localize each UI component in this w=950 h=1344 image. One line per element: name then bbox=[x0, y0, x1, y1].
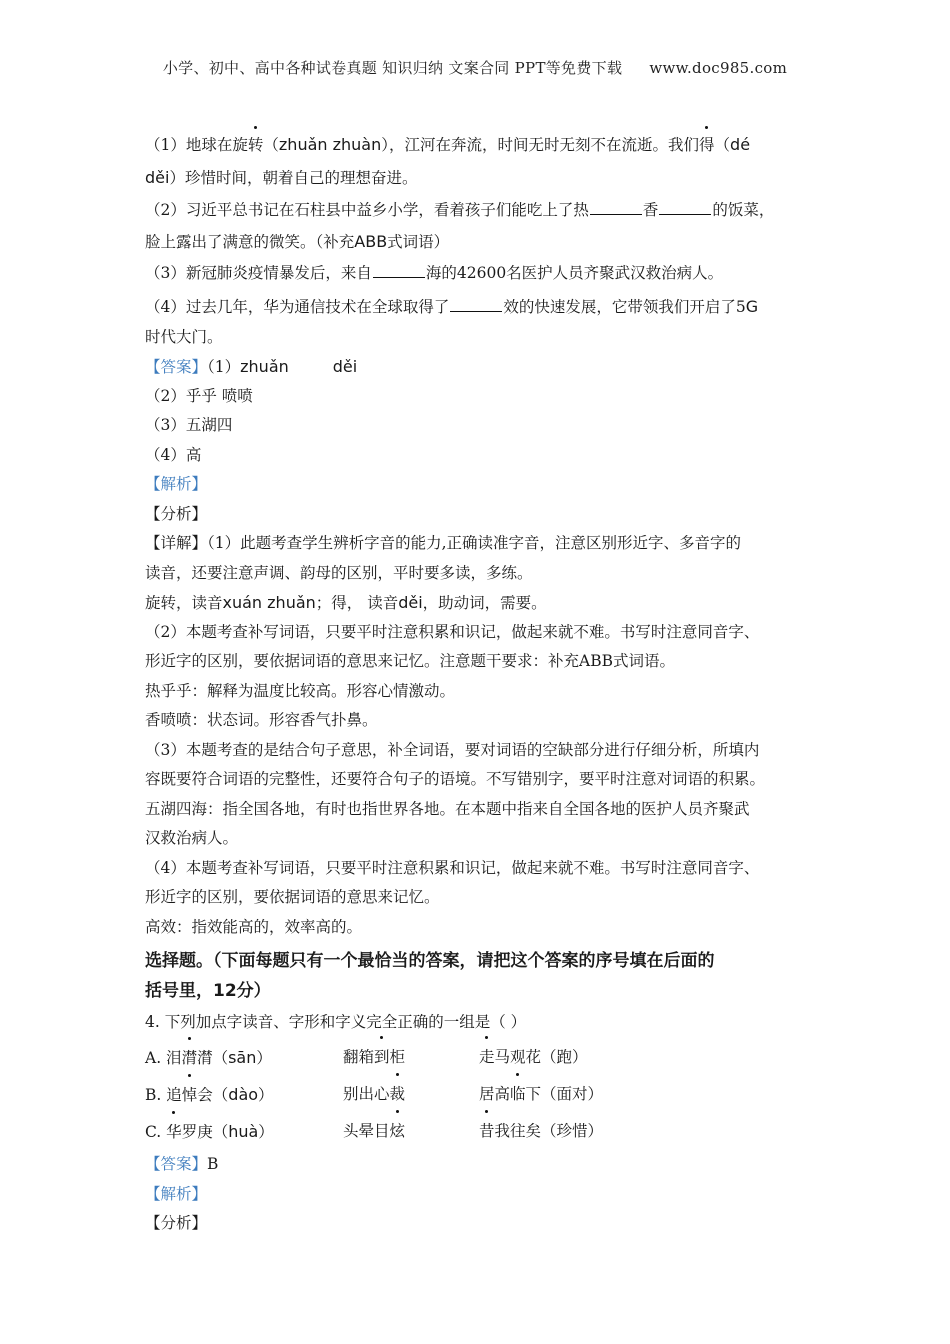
detail-2d: 香喷喷：状态词。形容香气扑鼻。 bbox=[145, 711, 378, 729]
detail-1c: 旋转，读音xuán zhuǎn；得， 读音děi，助动词，需要。 bbox=[145, 593, 547, 612]
answer-value: B bbox=[207, 1155, 219, 1173]
q1-part4: （4）过去几年，华为通信技术在全球取得了 效的快速发展，它带领我们开启了5G bbox=[145, 296, 759, 316]
pinyin: děi bbox=[145, 168, 170, 187]
detail-1b: 读音，还要注意声调、韵母的区别，平时要多读，多练。 bbox=[145, 563, 533, 582]
q1-part1: （1）地球在旋转（zhuǎn zhuàn），江河在奔流，时间无时无刻不在流逝。我们得（dé bbox=[145, 128, 815, 161]
q1-part4-cont: 时代大门。 bbox=[145, 327, 223, 346]
q1-part3: （3）新冠肺炎疫情暴发后，来自 海的42600名医护人员齐聚武汉救治病人。 bbox=[145, 263, 724, 282]
dotted-char: 华 bbox=[166, 1114, 182, 1151]
answer-3: （3）五湖四 bbox=[145, 416, 233, 434]
dotted-char: 裁 bbox=[390, 1076, 406, 1113]
fenxi-label: 【分析】 bbox=[145, 504, 208, 523]
detail-2b: 形近字的区别，要依据词语的意思来记忆。注意题干要求：补充ABB式词语。 bbox=[145, 652, 675, 670]
detail-2: （2）本题考查补写词语，只要平时注意积累和识记，做起来就不难。书写时注意同音字、 bbox=[145, 622, 760, 641]
q4-option-a: A. 泪潸潸（sān） 翻箱到柜 走马观花（跑） bbox=[145, 1039, 815, 1076]
detail-2c: 热乎乎：解释为温度比较高。形容心情激动。 bbox=[145, 681, 456, 700]
fill-blank bbox=[659, 200, 711, 215]
detail-1: 【详解】（1）此题考查学生辨析字音的能力,正确读准字音，注意区别形近字、多音字的 bbox=[145, 534, 742, 552]
answer4-line bbox=[145, 1150, 815, 1180]
fill-blank bbox=[590, 200, 642, 215]
dotted-char: 炫 bbox=[390, 1113, 406, 1150]
q1-part2: （2）习近平总书记在石柱县中益乡小学，看着孩子们能吃上了热 香 的饭菜， bbox=[145, 201, 775, 219]
fenxi-label: 【分析】 bbox=[145, 1214, 208, 1232]
pinyin: zhuǎn zhuàn bbox=[278, 135, 382, 154]
dotted-char: 悼 bbox=[182, 1077, 198, 1114]
detail-4: （4）本题考查补写词语，只要平时注意积累和识记，做起来就不难。书写时注意同音字、 bbox=[145, 858, 760, 877]
fill-blank bbox=[450, 297, 502, 312]
pinyin: sān bbox=[228, 1048, 257, 1067]
dotted-char: 转 bbox=[248, 129, 264, 162]
dotted-char: 走 bbox=[479, 1039, 495, 1076]
dotted-char: 昔 bbox=[479, 1113, 495, 1150]
document-body bbox=[145, 128, 815, 1239]
header-text: 小学、初中、高中各种试卷真题 知识归纳 文案合同 PPT等免费下载 bbox=[162, 59, 623, 77]
dotted-char: 得 bbox=[699, 129, 715, 162]
section-title: 选择题。（下面每题只有一个最恰当的答案，请把这个答案的序号填在后面的 括号里，12分） bbox=[145, 951, 715, 1001]
answer-2: （2）乎乎 喷喷 bbox=[145, 386, 253, 405]
q1-part1-cont: děi）珍惜时间，朝着自己的理想奋进。 bbox=[145, 168, 418, 187]
dotted-char: 临 bbox=[510, 1076, 526, 1113]
jiexi-label: 【解析】 bbox=[145, 1184, 208, 1203]
answer-label: 【答案】 bbox=[145, 358, 208, 376]
pinyin: huà bbox=[228, 1122, 259, 1141]
detail-3d: 汉救治病人。 bbox=[145, 829, 239, 847]
q4-stem: 4. 下列加点字读音、字形和字义完全正确的一组是（ ） bbox=[145, 1013, 527, 1031]
pinyin: xuán zhuǎn bbox=[222, 593, 316, 612]
pinyin: dào bbox=[228, 1085, 259, 1104]
fill-blank bbox=[373, 263, 425, 278]
dotted-char: 到 bbox=[374, 1039, 390, 1076]
answer-label: 【答案】 bbox=[145, 1155, 208, 1173]
detail-3c: 五湖四海：指全国各地，有时也指世界各地。在本题中指来自全国各地的医护人员齐聚武 bbox=[145, 799, 750, 818]
answer-line: 【答案】（1）zhuǎn děi bbox=[145, 357, 358, 376]
pinyin: děi bbox=[332, 357, 358, 376]
pinyin: zhuǎn bbox=[240, 357, 289, 376]
header-url[interactable]: www.doc985.com bbox=[649, 59, 788, 77]
detail-4b: 形近字的区别，要依据词语的意思来记忆。 bbox=[145, 888, 440, 906]
page-header bbox=[0, 57, 950, 78]
detail-4c: 高效：指效能高的，效率高的。 bbox=[145, 917, 363, 936]
q4-option-b: B. 追悼会（dào） 别出心裁 居高临下（面对） bbox=[145, 1076, 815, 1113]
detail-label: 【详解】 bbox=[145, 534, 208, 552]
jiexi-label: 【解析】 bbox=[145, 475, 208, 493]
pinyin: dé bbox=[730, 135, 751, 154]
q1-part2-cont: 脸上露出了满意的微笑。（补充ABB式词语） bbox=[145, 232, 450, 251]
pinyin: děi bbox=[398, 593, 423, 612]
q4-option-c: C. 华罗庚（huà） 头晕目炫 昔我往矣（珍惜） bbox=[145, 1113, 815, 1150]
detail-3: （3）本题考查的是结合句子意思，补全词语，要对词语的空缺部分进行仔细分析，所填内 bbox=[145, 740, 760, 759]
detail-3b: 容既要符合词语的完整性，还要符合句子的语境。不写错别字，要平时注意对词语的积累。 bbox=[145, 770, 766, 788]
dotted-char: 潸 bbox=[182, 1040, 198, 1077]
answer-4: （4）高 bbox=[145, 445, 202, 464]
